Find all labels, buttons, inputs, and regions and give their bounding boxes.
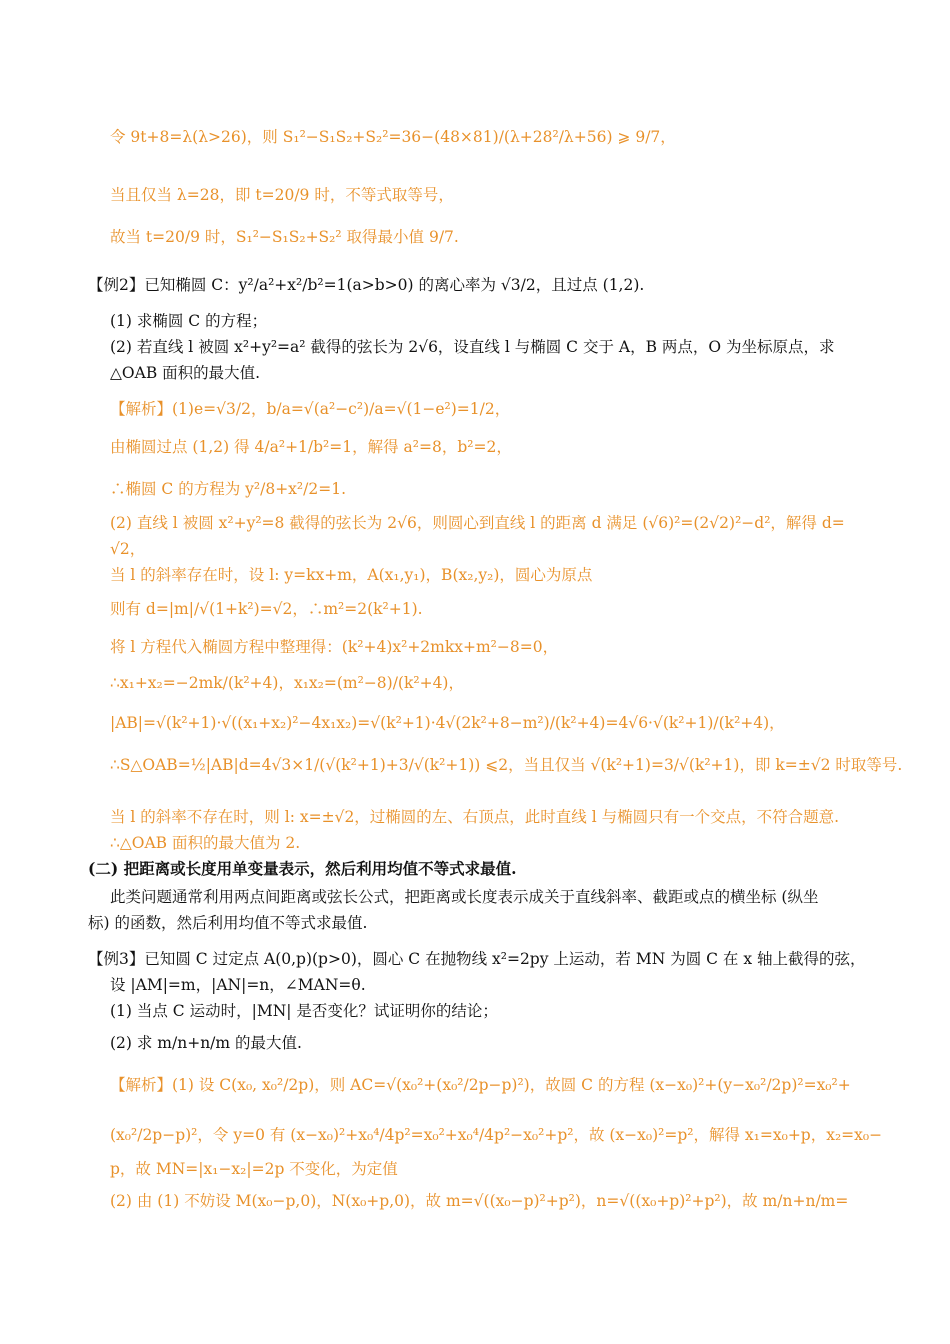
- text-line: 故当 t=20/9 时，S₁²−S₁S₂+S₂² 取得最小值 9/7.: [110, 228, 459, 246]
- text-line: 当 l 的斜率存在时，设 l: y=kx+m，A(x₁,y₁)，B(x₂,y₂)，圆心为原点: [110, 566, 593, 584]
- text-line: (2) 若直线 l 被圆 x²+y²=a² 截得的弦长为 2√6，设直线 l 与椭圆 C 交于 A，B 两点，O 为坐标原点，求: [110, 338, 835, 356]
- text-line: 令 9t+8=λ(λ>26)，则 S₁²−S₁S₂+S₂²=36−(48×81)/(λ+28²/λ+56) ⩾ 9/7，: [110, 128, 676, 146]
- text-line: △OAB 面积的最大值.: [110, 364, 261, 382]
- text-line: 【例3】已知圆 C 过定点 A(0,p)(p>0)，圆心 C 在抛物线 x²=2py 上运动，若 MN 为圆 C 在 x 轴上截得的弦，: [88, 950, 866, 968]
- text-line: 由椭圆过点 (1,2) 得 4/a²+1/b²=1，解得 a²=8，b²=2，: [110, 438, 512, 456]
- text-line: (2) 求 m/n+n/m 的最大值.: [110, 1034, 302, 1052]
- text-line: ∴S△OAB=½|AB|d=4√3×1/(√(k²+1)+3/√(k²+1)) ⩽2，当且仅当 √(k²+1)=3/√(k²+1)，即 k=±√2 时取等号.: [110, 756, 903, 774]
- text-line: ∴x₁+x₂=−2mk/(k²+4)，x₁x₂=(m²−8)/(k²+4)，: [110, 674, 464, 692]
- text-line: (2) 由 (1) 不妨设 M(x₀−p,0)，N(x₀+p,0)，故 m=√((x₀−p)²+p²)，n=√((x₀+p)²+p²)，故 m/n+n/m=: [110, 1192, 849, 1210]
- text-line: 【解析】(1)e=√3/2，b/a=√(a²−c²)/a=√(1−e²)=1/2，: [110, 400, 511, 418]
- text-line: √2，: [110, 540, 146, 558]
- text-line: 【例2】已知椭圆 C：y²/a²+x²/b²=1(a>b>0) 的离心率为 √3/2，且过点 (1,2).: [88, 276, 645, 294]
- text-line: |AB|=√(k²+1)·√((x₁+x₂)²−4x₁x₂)=√(k²+1)·4√(2k²+8−m²)/(k²+4)=4√6·√(k²+1)/(k²+4)，: [110, 714, 785, 732]
- text-line: (2) 直线 l 被圆 x²+y²=8 截得的弦长为 2√6，则圆心到直线 l 的距离 d 满足 (√6)²=(2√2)²−d²，解得 d=: [110, 514, 845, 532]
- text-line: 【解析】(1) 设 C(x₀, x₀²/2p)，则 AC=√(x₀²+(x₀²/2p−p)²)，故圆 C 的方程 (x−x₀)²+(y−x₀²/2p)²=x₀²+: [110, 1076, 851, 1094]
- text-line: ∴椭圆 C 的方程为 y²/8+x²/2=1.: [110, 480, 346, 498]
- text-line: 当 l 的斜率不存在时，则 l: x=±√2，过椭圆的左、右顶点，此时直线 l 与椭圆只有一个交点，不符合题意.: [110, 808, 840, 826]
- text-line: (1) 当点 C 运动时，|MN| 是否变化？试证明你的结论；: [110, 1002, 498, 1020]
- text-line: (1) 求椭圆 C 的方程；: [110, 312, 268, 330]
- text-line: 标) 的函数，然后利用均值不等式求最值.: [88, 914, 368, 932]
- text-line: p，故 MN=|x₁−x₂|=2p 不变化，为定值: [110, 1160, 398, 1178]
- text-line: 当且仅当 λ=28，即 t=20/9 时，不等式取等号，: [110, 186, 454, 204]
- text-line: 设 |AM|=m，|AN|=n，∠MAN=θ.: [110, 976, 366, 994]
- text-line: ∴△OAB 面积的最大值为 2.: [110, 834, 301, 852]
- text-line: 则有 d=|m|/√(1+k²)=√2，∴m²=2(k²+1).: [110, 600, 423, 618]
- text-line: 将 l 方程代入椭圆方程中整理得：(k²+4)x²+2mkx+m²−8=0，: [110, 638, 559, 656]
- text-line: 此类问题通常利用两点间距离或弦长公式，把距离或长度表示成关于直线斜率、截距或点的横坐标 (纵坐: [110, 888, 819, 906]
- text-line: (二) 把距离或长度用单变量表示，然后利用均值不等式求最值.: [88, 859, 517, 878]
- text-line: (x₀²/2p−p)²，令 y=0 有 (x−x₀)²+x₀⁴/4p²=x₀²+x₀⁴/4p²−x₀²+p²，故 (x−x₀)²=p²，解得 x₁=x₀+p，x₂=x₀−: [110, 1126, 883, 1144]
